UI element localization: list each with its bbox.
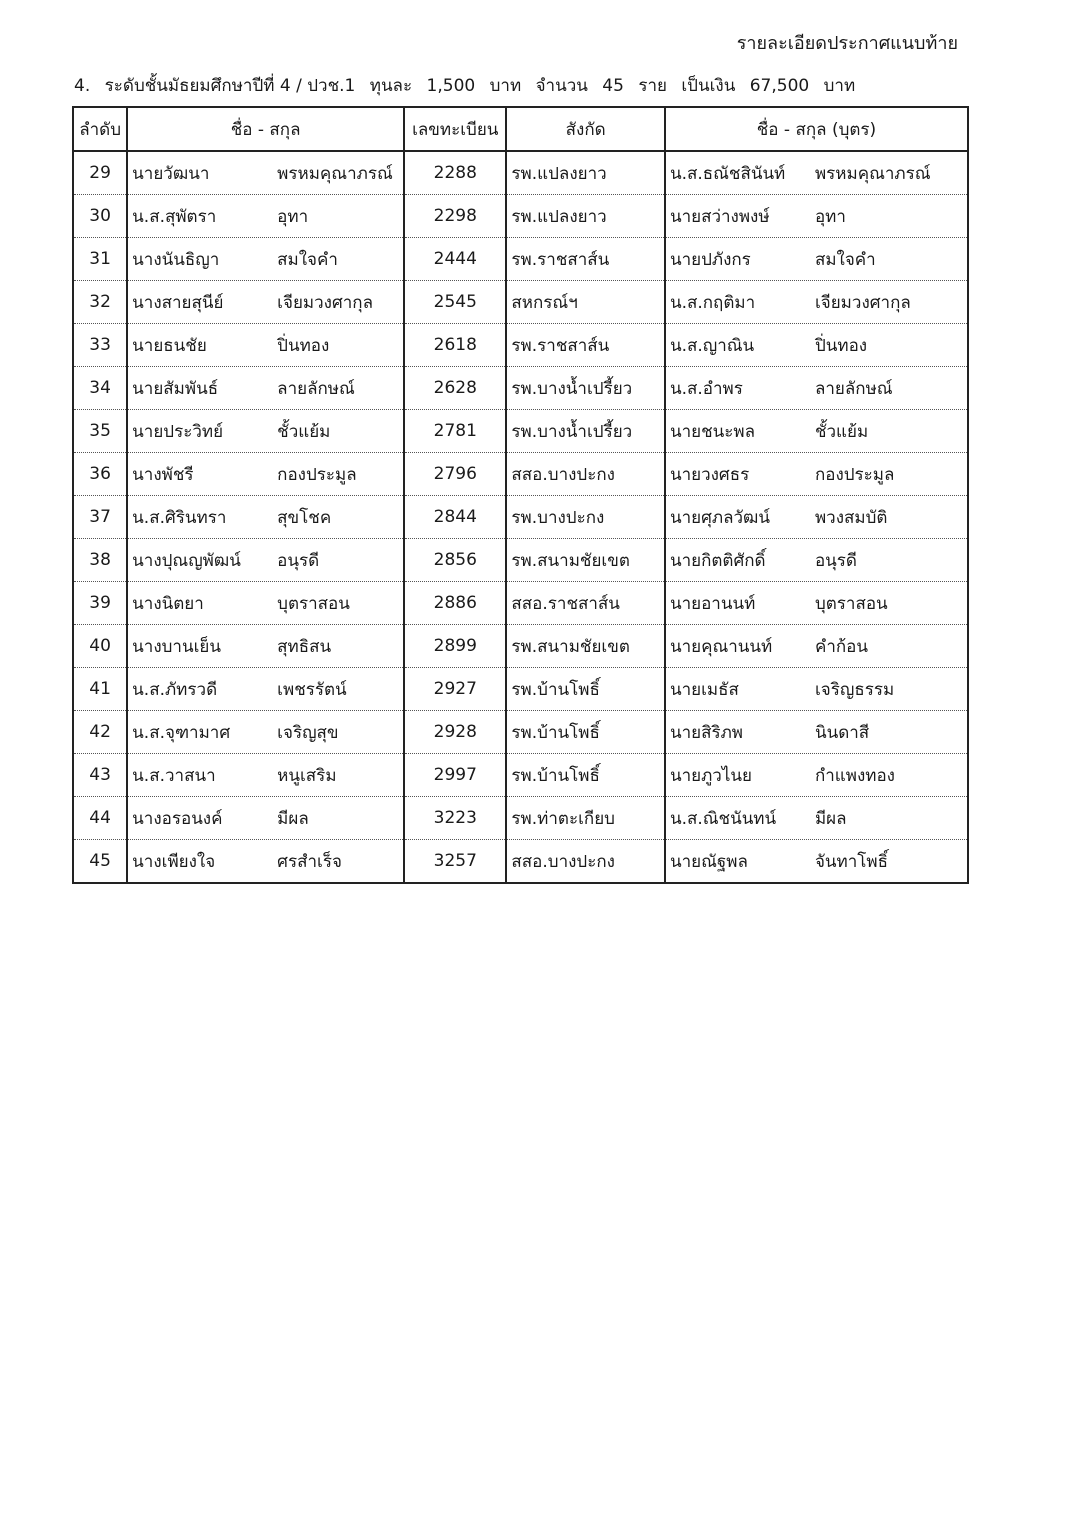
table-row — [73, 797, 968, 840]
cell-reg: 2856 — [404, 539, 506, 582]
count-value: 45 — [602, 76, 624, 96]
cell-child — [665, 711, 968, 754]
cell-child-first-name: น.ส.อำพร — [669, 378, 743, 399]
cell-child — [665, 668, 968, 711]
table-row — [73, 151, 968, 195]
cell-last-name: เจียมวงศากุล — [277, 292, 374, 313]
cell-unit: สสอ.บางปะกง — [506, 840, 665, 884]
cell-name — [127, 711, 404, 754]
cell-child — [665, 754, 968, 797]
cell-reg: 2781 — [404, 410, 506, 453]
table-row — [73, 410, 968, 453]
cell-first-name: นายวัฒนา — [132, 163, 210, 184]
cell-name — [127, 754, 404, 797]
cell-unit: รพ.สนามชัยเขต — [506, 539, 665, 582]
cell-first-name: นางเพียงใจ — [132, 851, 216, 872]
cell-child — [665, 496, 968, 539]
cell-first-name: นางพัชรี — [132, 464, 194, 485]
table-header-row — [73, 107, 968, 151]
cell-child-last-name: สมใจคำ — [814, 249, 876, 270]
cell-child-last-name: บุตราสอน — [814, 593, 888, 614]
cell-child-first-name: นายกิตติศักดิ์ — [669, 550, 766, 571]
cell-child-last-name: พวงสมบัติ — [814, 507, 888, 528]
cell-child-last-name: ชั้วแย้ม — [814, 421, 869, 442]
cell-first-name: น.ส.ภัทรวดี — [132, 679, 218, 700]
cell-no: 38 — [73, 539, 127, 582]
cell-name — [127, 195, 404, 238]
cell-unit: รพ.สนามชัยเขต — [506, 625, 665, 668]
table-body — [73, 151, 968, 883]
cell-child — [665, 797, 968, 840]
cell-child-last-name: ปิ่นทอง — [814, 335, 868, 356]
cell-name — [127, 410, 404, 453]
cell-reg: 2844 — [404, 496, 506, 539]
cell-child-first-name: นายภูวไนย — [669, 765, 752, 786]
cell-unit: รพ.บางน้ำเปรี้ยว — [506, 367, 665, 410]
table-row — [73, 668, 968, 711]
cell-first-name: น.ส.วาสนา — [132, 765, 216, 786]
section-title — [74, 72, 864, 99]
cell-child-last-name: ลายลักษณ์ — [814, 378, 893, 399]
cell-last-name: อุทา — [277, 206, 309, 227]
cell-first-name: นายประวิทย์ — [132, 421, 224, 442]
total-unit: บาท — [823, 76, 856, 96]
cell-child-first-name: นายสิริภพ — [669, 722, 743, 743]
grant-unit: บาท — [489, 76, 522, 96]
cell-unit: รพ.บางน้ำเปรี้ยว — [506, 410, 665, 453]
cell-child-first-name: น.ส.ญาณิน — [669, 335, 755, 356]
cell-last-name: เพชรรัตน์ — [277, 679, 347, 700]
cell-child-first-name: นายณัฐพล — [669, 851, 748, 872]
count-unit: ราย — [638, 76, 667, 96]
cell-name — [127, 625, 404, 668]
cell-name — [127, 840, 404, 884]
header-child: ชื่อ - สกุล (บุตร) — [665, 107, 968, 151]
cell-child — [665, 151, 968, 195]
cell-reg: 2899 — [404, 625, 506, 668]
cell-child — [665, 195, 968, 238]
cell-last-name: หนูเสริม — [277, 765, 337, 786]
cell-first-name: นางสายสุนีย์ — [132, 292, 224, 313]
cell-last-name: สมใจคำ — [277, 249, 338, 270]
cell-no: 42 — [73, 711, 127, 754]
cell-first-name: นางนิตยา — [132, 593, 204, 614]
cell-reg: 2618 — [404, 324, 506, 367]
cell-child-first-name: นายสว่างพงษ์ — [669, 206, 770, 227]
cell-child — [665, 625, 968, 668]
cell-child — [665, 840, 968, 884]
section-number: 4. — [74, 76, 91, 96]
cell-child-last-name: พรหมคุณาภรณ์ — [814, 163, 931, 184]
cell-reg: 2444 — [404, 238, 506, 281]
cell-child-last-name: กองประมูล — [814, 464, 895, 485]
table-row — [73, 582, 968, 625]
cell-reg: 2796 — [404, 453, 506, 496]
cell-unit: รพ.บ้านโพธิ์ — [506, 754, 665, 797]
cell-child-first-name: นายเมธัส — [669, 679, 739, 700]
cell-child-first-name: น.ส.ธณัชสินันท์ — [669, 163, 786, 184]
roster-table — [72, 106, 969, 884]
cell-no: 31 — [73, 238, 127, 281]
cell-child-last-name: จันทาโพธิ์ — [814, 851, 888, 872]
cell-no: 32 — [73, 281, 127, 324]
cell-no: 37 — [73, 496, 127, 539]
cell-unit: รพ.แปลงยาว — [506, 195, 665, 238]
cell-name — [127, 324, 404, 367]
cell-child — [665, 539, 968, 582]
cell-last-name: อนุรดี — [277, 550, 320, 571]
cell-name — [127, 539, 404, 582]
table-row — [73, 539, 968, 582]
cell-child-last-name: กำแพงทอง — [814, 765, 895, 786]
table-row — [73, 754, 968, 797]
cell-name — [127, 453, 404, 496]
header-reg: เลขทะเบียน — [404, 107, 506, 151]
table-row — [73, 238, 968, 281]
cell-first-name: นายธนชัย — [132, 335, 207, 356]
cell-child-last-name: นินดาสี — [814, 722, 870, 743]
cell-first-name: นางนันธิญา — [132, 249, 220, 270]
cell-reg: 2288 — [404, 151, 506, 195]
cell-first-name: นางบานเย็น — [132, 636, 221, 657]
cell-reg: 2927 — [404, 668, 506, 711]
table-row — [73, 840, 968, 884]
cell-name — [127, 797, 404, 840]
cell-no: 34 — [73, 367, 127, 410]
table-row — [73, 367, 968, 410]
cell-reg: 3257 — [404, 840, 506, 884]
cell-last-name: มีผล — [277, 808, 309, 829]
cell-child-first-name: นายวงศธร — [669, 464, 750, 485]
cell-last-name: บุตราสอน — [277, 593, 350, 614]
cell-unit: รพ.บางปะกง — [506, 496, 665, 539]
cell-child — [665, 453, 968, 496]
cell-last-name: ลายลักษณ์ — [277, 378, 355, 399]
cell-child — [665, 367, 968, 410]
table-row — [73, 625, 968, 668]
cell-last-name: เจริญสุข — [277, 722, 339, 743]
cell-child — [665, 582, 968, 625]
cell-child — [665, 281, 968, 324]
cell-last-name: สุทธิสน — [277, 636, 332, 657]
cell-last-name: กองประมูล — [277, 464, 357, 485]
cell-child-first-name: นายชนะพล — [669, 421, 755, 442]
cell-child-first-name: นายคุณานนท์ — [669, 636, 773, 657]
cell-first-name: น.ส.สุพัตรา — [132, 206, 217, 227]
cell-no: 41 — [73, 668, 127, 711]
cell-no: 33 — [73, 324, 127, 367]
cell-no: 40 — [73, 625, 127, 668]
table-row — [73, 711, 968, 754]
cell-child-first-name: นายปภังกร — [669, 249, 751, 270]
cell-no: 45 — [73, 840, 127, 884]
cell-child-first-name: นายอานนท์ — [669, 593, 756, 614]
header-name: ชื่อ - สกุล — [127, 107, 404, 151]
header-note: รายละเอียดประกาศแนบท้าย — [736, 33, 958, 54]
table-row — [73, 324, 968, 367]
cell-child — [665, 410, 968, 453]
total-label: เป็นเงิน — [681, 76, 736, 96]
cell-name — [127, 281, 404, 324]
cell-unit: สสอ.บางปะกง — [506, 453, 665, 496]
cell-child-last-name: คำก้อน — [814, 636, 868, 657]
cell-first-name: นางปุณญพัฒน์ — [132, 550, 241, 571]
cell-first-name: นางอรอนงค์ — [132, 808, 223, 829]
count-label: จำนวน — [535, 76, 588, 96]
table-row — [73, 453, 968, 496]
cell-no: 43 — [73, 754, 127, 797]
cell-reg: 2298 — [404, 195, 506, 238]
cell-name — [127, 496, 404, 539]
cell-unit: รพ.ราชสาส์น — [506, 324, 665, 367]
cell-reg: 2928 — [404, 711, 506, 754]
cell-child — [665, 238, 968, 281]
cell-name — [127, 582, 404, 625]
cell-reg: 2886 — [404, 582, 506, 625]
cell-child-last-name: อุทา — [814, 206, 846, 227]
cell-unit: รพ.บ้านโพธิ์ — [506, 668, 665, 711]
cell-last-name: ปิ่นทอง — [277, 335, 330, 356]
cell-last-name: สุขโชค — [277, 507, 332, 528]
table-row — [73, 281, 968, 324]
cell-child-first-name: น.ส.ณิชนันทน์ — [669, 808, 777, 829]
cell-unit: รพ.ราชสาส์น — [506, 238, 665, 281]
cell-no: 39 — [73, 582, 127, 625]
cell-unit: รพ.แปลงยาว — [506, 151, 665, 195]
cell-child-first-name: น.ส.กฤติมา — [669, 292, 756, 313]
cell-no: 44 — [73, 797, 127, 840]
cell-name — [127, 367, 404, 410]
grant-amount: 1,500 — [426, 76, 476, 96]
section-level: ระดับชั้นมัธยมศึกษาปีที่ 4 / ปวช.1 — [104, 76, 356, 96]
cell-unit: สสอ.ราชสาส์น — [506, 582, 665, 625]
cell-child — [665, 324, 968, 367]
cell-child-last-name: อนุรดี — [814, 550, 857, 571]
cell-reg: 2628 — [404, 367, 506, 410]
cell-child-first-name: นายศุภลวัฒน์ — [669, 507, 771, 528]
header-unit: สังกัด — [506, 107, 665, 151]
table-row — [73, 496, 968, 539]
grant-label: ทุนละ — [369, 76, 413, 96]
cell-child-last-name: เจริญธรรม — [814, 679, 895, 700]
cell-child-last-name: มีผล — [814, 808, 847, 829]
table-row — [73, 195, 968, 238]
cell-no: 29 — [73, 151, 127, 195]
total-amount: 67,500 — [749, 76, 810, 96]
cell-no: 35 — [73, 410, 127, 453]
cell-name — [127, 668, 404, 711]
cell-last-name: พรหมคุณาภรณ์ — [277, 163, 393, 184]
cell-first-name: น.ส.ศิรินทรา — [132, 507, 227, 528]
cell-child-last-name: เจียมวงศากุล — [814, 292, 911, 313]
cell-name — [127, 238, 404, 281]
cell-unit: รพ.บ้านโพธิ์ — [506, 711, 665, 754]
cell-unit: รพ.ท่าตะเกียบ — [506, 797, 665, 840]
cell-reg: 2997 — [404, 754, 506, 797]
cell-unit: สหกรณ์ฯ — [506, 281, 665, 324]
cell-reg: 3223 — [404, 797, 506, 840]
cell-first-name: น.ส.จุฑามาศ — [132, 722, 231, 743]
cell-no: 30 — [73, 195, 127, 238]
header-no: ลำดับ — [73, 107, 127, 151]
cell-first-name: นายสัมพันธ์ — [132, 378, 219, 399]
cell-name — [127, 151, 404, 195]
cell-last-name: ชั้วแย้ม — [277, 421, 331, 442]
cell-reg: 2545 — [404, 281, 506, 324]
cell-no: 36 — [73, 453, 127, 496]
cell-last-name: ศรสำเร็จ — [277, 851, 342, 872]
